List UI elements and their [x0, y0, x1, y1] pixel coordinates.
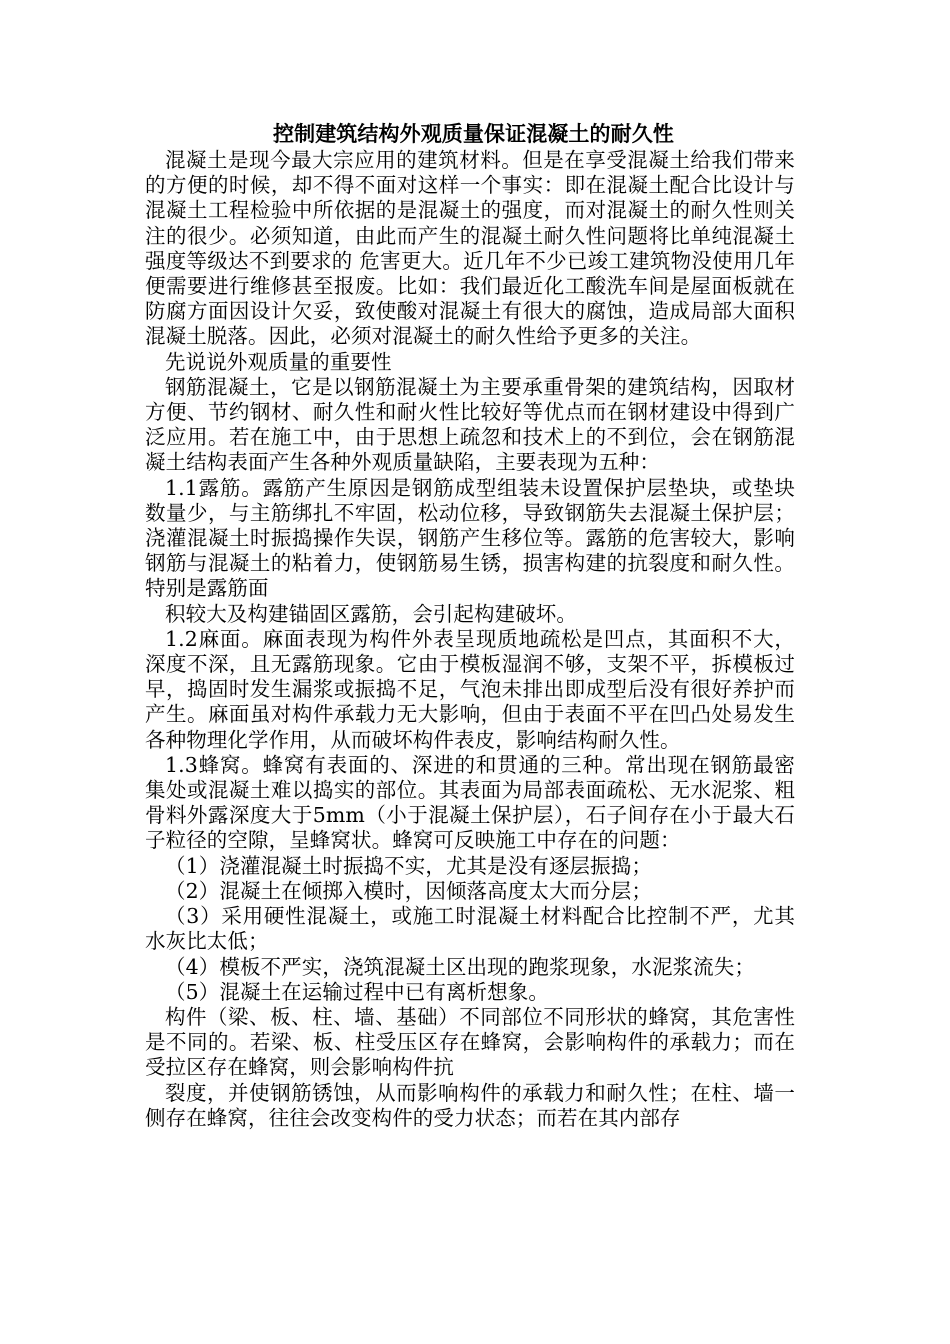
- document-page: [145, 120, 795, 1131]
- paragraph-honeycomb: 1.3蜂窝。蜂窝有表面的、深进的和贯通的三种。常出现在钢筋最密集处或混凝土难以捣实的部位。其表面为局部表面疏松、无水泥浆、粗骨料外露深度大于5mm（小于混凝土保护层），石子间存在小于最大石子粒径的空隙，呈蜂窝状。蜂窝可反映施工中存在的问题：: [145, 752, 795, 853]
- document-title: 控制建筑结构外观质量保证混凝土的耐久性: [273, 122, 674, 146]
- paragraph-honeycomb-hazard-cont: 裂度，并使钢筋锈蚀，从而影响构件的承载力和耐久性；在柱、墙一侧存在蜂窝，往往会改变构件的受力状态；而若在其内部存: [145, 1080, 795, 1130]
- paragraph-heading-appearance: 先说说外观质量的重要性: [165, 349, 392, 374]
- paragraph-reinforced-concrete: 钢筋混凝土，它是以钢筋混凝土为主要承重骨架的建筑结构，因取材方便、节约钢材、耐久性和耐火性比较好等优点而在钢材建设中得到广泛应用。若在施工中，由于思想上疏忽和技术上的不到位，会在钢筋混凝土结构表面产生各种外观质量缺陷，主要表现为五种：: [145, 374, 795, 475]
- paragraph-intro: 混凝土是现今最大宗应用的建筑材料。但是在享受混凝土给我们带来的方便的时候，却不得不面对这样一个事实：即在混凝土配合比设计与混凝土工程检验中所依据的是混凝土的强度，而对混凝土的耐久性则关注的很少。必须知道，由此而产生的混凝土耐久性问题将比单纯混凝土强度等级达不到要求的 危害更大。近几年不少已竣工建筑物没使用几年便需要进行维修甚至报废。比如：我们最近化工酸洗车间是屋面板就在防腐方面因设计欠妥，致使酸对混凝土有很大的腐蚀，造成局部大面积混凝土脱落。因此，必须对混凝土的耐久性给予更多的关注。: [145, 148, 795, 349]
- paragraph-pitted-surface: 1.2麻面。麻面表现为构件外表呈现质地疏松是凹点，其面积不大，深度不深，且无露筋现象。它由于模板湿润不够，支架不平，拆模板过早，捣固时发生漏浆或振捣不足，气泡未排出即成型后没有很好养护而产生。麻面虽对构件承载力无大影响，但由于表面不平在凹凸处易发生各种物理化学作用，从而破坏构件表皮，影响结构耐久性。: [145, 626, 795, 752]
- paragraph-honeycomb-hazard: 构件（梁、板、柱、墙、基础）不同部位不同形状的蜂窝，其危害性是不同的。若梁、板、柱受压区存在蜂窝，会影响构件的承载力；而在受拉区存在蜂窝，则会影响构件抗: [145, 1004, 795, 1080]
- list-item-5: （5）混凝土在运输过程中已有离析想象。: [165, 979, 549, 1004]
- list-item-4: （4）模板不严实，浇筑混凝土区出现的跑浆现象，水泥浆流失；: [165, 954, 755, 979]
- list-item-1: （1）浇灌混凝土时振捣不实，尤其是没有逐层振捣；: [165, 853, 652, 878]
- paragraph-exposed-rebar-cont: 积较大及构建锚固区露筋，会引起构建破坏。: [165, 601, 577, 626]
- paragraph-exposed-rebar: 1.1露筋。露筋产生原因是钢筋成型组装未设置保护层垫块，或垫块数量少，与主筋绑扎不牢固，松动位移，导致钢筋失去混凝土保护层；浇灌混凝土时振捣操作失误，钢筋产生移位等。露筋的危害较大，影响钢筋与混凝土的粘着力，使钢筋易生锈，损害构建的抗裂度和耐久性。特别是露筋面: [145, 475, 795, 601]
- list-item-2: （2）混凝土在倾掷入模时，因倾落高度太大而分层；: [165, 878, 652, 903]
- list-item-3: （3）采用硬性混凝土，或施工时混凝土材料配合比控制不严，尤其水灰比太低；: [145, 904, 795, 954]
